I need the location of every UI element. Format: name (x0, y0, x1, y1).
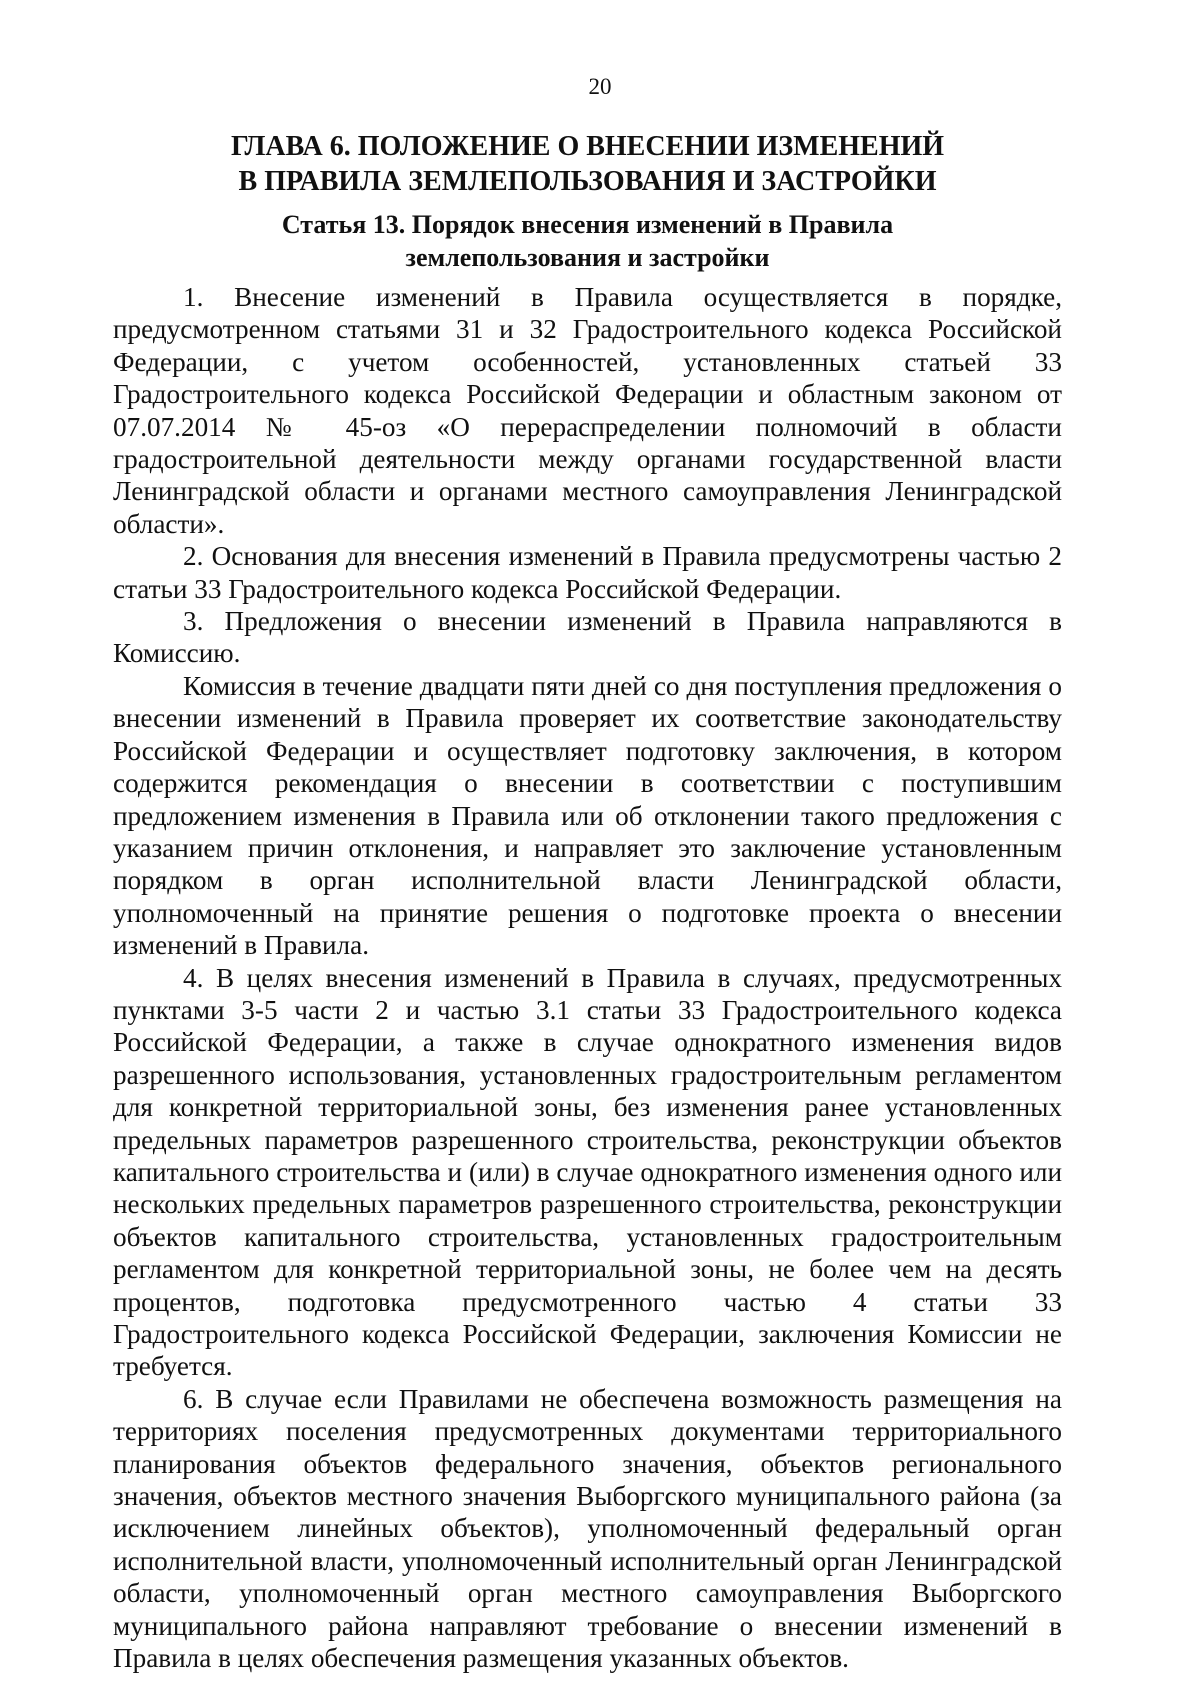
article-body (113, 281, 1062, 1674)
article-title (113, 208, 1062, 274)
chapter-title-line-2: В ПРАВИЛА ЗЕМЛЕПОЛЬЗОВАНИЯ И ЗАСТРОЙКИ (238, 166, 937, 197)
paragraph-4: 4. В целях внесения изменений в Правила в случаях, предусмотренных пунктами 3-5 части 2 и частью 3.1 статьи 33 Градостроительного кодекса Российской Федерации, а также в случае однократного изменения видов разрешенного использования, установленных градостроительным регламентом для конкретной территориальной зоны, без изменения ранее установленных предельных параметров разрешенного строительства, реконструкции объектов капитального строительства и (или) в случае однократного изменения одного или нескольких предельных параметров разрешенного строительства, реконструкции объектов капитального строительства, установленных градостроительным регламентом для конкретной территориальной зоны, не более чем на десять процентов, подготовка предусмотренного частью 4 статьи 33 Градостроительного кодекса Российской Федерации, заключения Комиссии не требуется. (113, 962, 1062, 1382)
paragraph-3: 3. Предложения о внесении изменений в Правила направляются в Комиссию. (113, 606, 1062, 669)
paragraph-6: 6. В случае если Правилами не обеспечена возможность размещения на территориях поселения предусмотренных документами территориального планирования объектов федерального значения, объектов регионального значения, объектов местного значения Выборгского муниципального района (за исключением линейных объектов), уполномоченный федеральный орган исполнительной власти, уполномоченный исполнительный орган Ленинградской области, уполномоченный орган местного самоуправления Выборгского муниципального района направляют требование о внесении изменений в Правила в целях обеспечения размещения указанных объектов. (113, 1383, 1062, 1674)
chapter-title (113, 129, 1062, 199)
paragraph-1: 1. Внесение изменений в Правила осуществляется в порядке, предусмотренном статьями 31 и 32 Градостроительного кодекса Российской Федерации, с учетом особенностей, установленных статьей 33 Градостроительного кодекса Российской Федерации и областным законом от 07.07.2014 № 45-оз «О перераспределении полномочий в области градостроительной деятельности между органами государственной власти Ленинградской области и органами местного самоуправления Ленинградской области». (113, 282, 1062, 539)
paragraph-2: 2. Основания для внесения изменений в Правила предусмотрены частью 2 статьи 33 Градостроительного кодекса Российской Федерации. (113, 541, 1062, 604)
page-number: 20 (588, 74, 612, 99)
paragraph-commission: Комиссия в течение двадцати пяти дней со дня поступления предложения о внесении изменений в Правила проверяет их соответствие законодательству Российской Федерации и осуществляет подготовку заключения, в котором содержится рекомендация о внесении в соответствии с поступившим предложением изменения в Правила или об отклонении такого предложения с указанием причин отклонения, и направляет это заключение установленным порядком в орган исполнительной власти Ленинградской области, уполномоченный на принятие решения о подготовке проекта о внесении изменений в Правила. (113, 670, 1062, 961)
chapter-title-line-1: ГЛАВА 6. ПОЛОЖЕНИЕ О ВНЕСЕНИИ ИЗМЕНЕНИЙ (230, 131, 945, 162)
article-title-line-1: Статья 13. Порядок внесения изменений в Правила (281, 210, 894, 239)
article-title-line-2: землепользования и застройки (405, 243, 770, 272)
